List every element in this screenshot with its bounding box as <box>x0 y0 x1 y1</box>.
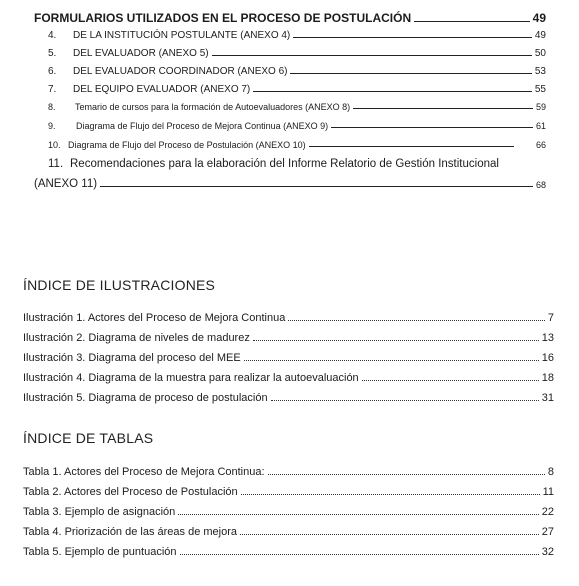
table-entry-1 <box>23 466 554 478</box>
toc-entry-6 <box>48 66 546 77</box>
leader-line <box>331 127 533 128</box>
leader-line <box>293 37 532 38</box>
entry-title: DEL EVALUADOR (ANEXO 5) <box>73 48 209 59</box>
entry-title: DE LA INSTITUCIÓN POSTULANTE (ANEXO 4) <box>73 30 291 41</box>
toc-entry-7 <box>48 84 546 95</box>
entry-title-continued: (ANEXO 11) <box>34 178 98 190</box>
page-number: 7 <box>547 312 554 324</box>
leader-line <box>309 146 514 147</box>
page-number: 22 <box>541 506 554 518</box>
toc-entry-9 <box>48 121 546 131</box>
entry-title: Recomendaciones para la elaboración del Informe Relatorio de Gestión Institucional <box>70 158 499 170</box>
entry-title: Tabla 3. Ejemplo de asignación <box>23 506 176 518</box>
entry-title: DEL EVALUADOR COORDINADOR (ANEXO 6) <box>73 66 288 77</box>
illustration-entry-2 <box>23 332 554 344</box>
leader-dots <box>178 514 538 515</box>
toc-entry-5 <box>48 48 546 59</box>
entry-number: 11. <box>48 158 64 170</box>
entry-number: 5. <box>48 48 57 59</box>
forms-title: FORMULARIOS UTILIZADOS EN EL PROCESO DE POSTULACIÓN <box>34 11 412 25</box>
table-entry-4 <box>23 526 554 538</box>
illustration-entry-3 <box>23 352 554 364</box>
page-number: 61 <box>535 121 546 131</box>
entry-title: Ilustración 1. Actores del Proceso de Mejora Continua <box>23 312 286 324</box>
leader-dots <box>253 340 539 341</box>
entry-number: 4. <box>48 30 57 41</box>
page-number: 66 <box>535 140 546 150</box>
leader-line <box>212 55 532 56</box>
entry-number: 6. <box>48 66 57 77</box>
page-number: 50 <box>534 48 546 59</box>
forms-title-entry <box>34 11 546 25</box>
page-number: 31 <box>541 392 554 404</box>
page-number: 11 <box>542 486 554 498</box>
entry-title: Ilustración 2. Diagrama de niveles de madurez <box>23 332 250 344</box>
illustration-entry-4 <box>23 372 554 384</box>
toc-entry-10 <box>48 140 546 150</box>
table-entry-2 <box>23 486 554 498</box>
entry-11-second-line <box>34 178 546 190</box>
page-number: 8 <box>547 466 554 478</box>
illustration-entry-5 <box>23 392 554 404</box>
entry-title: Temario de cursos para la formación de Autoevaluadores (ANEXO 8) <box>75 102 351 112</box>
page-number: 18 <box>541 372 554 384</box>
leader-dots <box>362 380 539 381</box>
leader-dots <box>244 360 539 361</box>
page-number: 53 <box>534 66 546 77</box>
page-number: 55 <box>534 84 546 95</box>
page-number: 49 <box>534 30 546 41</box>
entry-title: Diagrama de Flujo del Proceso de Mejora Continua (ANEXO 9) <box>76 121 329 131</box>
entry-number: 9. <box>48 121 56 131</box>
leader-dots <box>240 534 539 535</box>
entry-title: Ilustración 3. Diagrama del proceso del MEE <box>23 352 241 364</box>
page-number: 49 <box>532 11 546 25</box>
table-entry-5 <box>23 546 554 558</box>
page-number: 13 <box>541 332 554 344</box>
page-number: 32 <box>541 546 554 558</box>
leader-dots <box>271 400 539 401</box>
page-number: 16 <box>541 352 554 364</box>
entry-title: Diagrama de Flujo del Proceso de Postulación (ANEXO 10) <box>68 140 306 150</box>
entry-title: Ilustración 5. Diagrama de proceso de postulación <box>23 392 268 404</box>
page-number: 59 <box>535 102 546 112</box>
leader-dots <box>268 474 545 475</box>
entry-title: Ilustración 4. Diagrama de la muestra para realizar la autoevaluación <box>23 372 359 384</box>
entry-title: Tabla 2. Actores del Proceso de Postulación <box>23 486 238 498</box>
leader-line <box>253 91 532 92</box>
entry-title: DEL EQUIPO EVALUADOR (ANEXO 7) <box>73 84 251 95</box>
tables-heading: ÍNDICE DE TABLAS <box>23 430 154 446</box>
table-entry-3 <box>23 506 554 518</box>
illustration-entry-1 <box>23 312 554 324</box>
leader-line <box>100 186 533 187</box>
illustrations-heading: ÍNDICE DE ILUSTRACIONES <box>23 277 216 293</box>
entry-title: Tabla 5. Ejemplo de puntuación <box>23 546 177 558</box>
entry-title: Tabla 1. Actores del Proceso de Mejora Continua: <box>23 466 265 478</box>
leader-dots <box>180 554 539 555</box>
entry-11-first-line <box>48 158 558 170</box>
leader-line <box>290 73 531 74</box>
entry-title: Tabla 4. Priorización de las áreas de mejora <box>23 526 238 538</box>
toc-entry-8 <box>48 102 546 112</box>
leader-dots <box>288 320 545 321</box>
toc-entry-4 <box>48 30 546 41</box>
leader-dots <box>241 494 540 495</box>
entry-number: 10. <box>48 140 61 150</box>
entry-number: 7. <box>48 84 57 95</box>
leader-line <box>353 108 533 109</box>
leader-line <box>414 21 530 22</box>
entry-number: 8. <box>48 102 56 112</box>
page-number: 68 <box>535 180 546 190</box>
page-number: 27 <box>541 526 554 538</box>
